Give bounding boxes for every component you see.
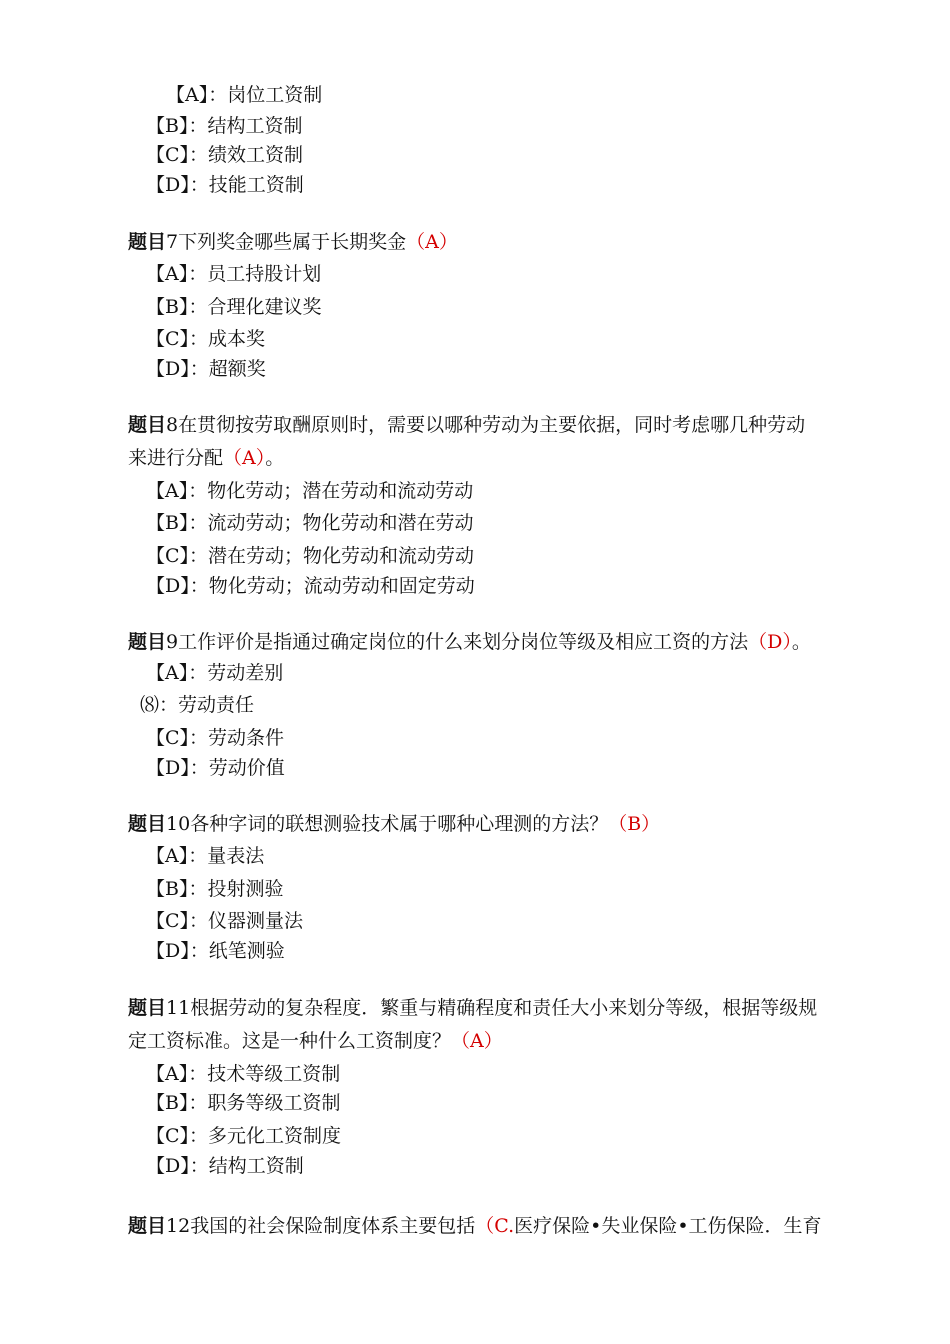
q9-option-a: 【A】：劳动差别 (146, 662, 284, 684)
q7-title (128, 230, 458, 254)
q11-number: 11 (166, 997, 191, 1019)
q9-number: 9 (166, 631, 179, 653)
q10-option-b: 【B】：投射测验 (146, 878, 284, 900)
q8-answer: （A） (223, 447, 266, 469)
q9-option-d: 【D】：劳动价值 (146, 757, 285, 779)
q7-prefix: 题目 (128, 231, 167, 253)
q9-option-c: 【C】：劳动条件 (146, 727, 285, 749)
q7-option-a: 【A】：员工持股计划 (146, 263, 322, 285)
q10-text: 各种字词的联想测验技术属于哪种心理测的方法？ (190, 813, 609, 835)
q7-option-b: 【B】：合理化建议奖 (146, 296, 322, 318)
q11-text-line2: 定工资标准。这是一种什么工资制度？ (128, 1030, 452, 1052)
q10-number: 10 (166, 813, 191, 835)
q6-option-b: 【B】：结构工资制 (146, 115, 303, 137)
q11-option-b: 【B】：职务等级工资制 (146, 1092, 341, 1114)
q8-text-line1: 在贯彻按劳取酬原则时，需要以哪种劳动为主要依据，同时考虑哪几种劳动 (178, 414, 806, 436)
q9-prefix: 题目 (128, 631, 167, 653)
q7-answer: （A） (406, 231, 458, 253)
q10-option-a: 【A】：量表法 (146, 845, 265, 867)
q9-answer: （D） (748, 631, 792, 653)
q12-prefix: 题目 (128, 1215, 167, 1237)
q8-suffix: 。 (265, 447, 285, 469)
q12-answer-text: 医疗保险•失业保险•工伤保险．生育 (514, 1215, 822, 1237)
q8-title-line2 (128, 446, 284, 470)
q8-option-c: 【C】：潜在劳动；物化劳动和流动劳动 (146, 545, 475, 567)
q11-title-line2 (128, 1029, 503, 1053)
q8-option-d: 【D】：物化劳动；流动劳动和固定劳动 (146, 575, 475, 597)
q9-text: 工作评价是指通过确定岗位的什么来划分岗位等级及相应工资的方法 (178, 631, 749, 653)
q10-option-d: 【D】：纸笔测验 (146, 940, 285, 962)
q10-answer: （B） (608, 813, 661, 835)
q11-title (128, 996, 817, 1020)
q9-option-b: ⑻：劳动责任 (140, 694, 255, 716)
q6-option-c: 【C】：绩效工资制 (146, 144, 304, 166)
q7-number: 7 (166, 231, 179, 253)
q8-title (128, 413, 805, 437)
q9-title (128, 630, 811, 654)
q9-suffix: 。 (791, 631, 811, 653)
q11-text-line1: 根据劳动的复杂程度．繁重与精确程度和责任大小来划分等级，根据等级规 (190, 997, 818, 1019)
q11-option-a: 【A】：技术等级工资制 (146, 1063, 341, 1085)
q11-answer: （A） (451, 1030, 503, 1052)
q7-text: 下列奖金哪些属于长期奖金 (178, 231, 407, 253)
q12-number: 12 (166, 1215, 191, 1237)
q8-option-a: 【A】：物化劳动；潜在劳动和流动劳动 (146, 480, 474, 502)
q8-prefix: 题目 (128, 414, 167, 436)
q8-option-b: 【B】：流动劳动；物化劳动和潜在劳动 (146, 512, 474, 534)
q12-answer: （C. (475, 1215, 515, 1237)
q6-option-a: 【A】：岗位工资制 (166, 84, 323, 106)
q11-option-d: 【D】：结构工资制 (146, 1155, 304, 1177)
q12-text: 我国的社会保险制度体系主要包括 (190, 1215, 476, 1237)
q10-option-c: 【C】：仪器测量法 (146, 910, 304, 932)
q10-prefix: 题目 (128, 813, 167, 835)
q7-option-c: 【C】：成本奖 (146, 328, 266, 350)
q6-option-d: 【D】：技能工资制 (146, 174, 304, 196)
q11-prefix: 题目 (128, 997, 167, 1019)
q10-title (128, 812, 660, 836)
q12-title (128, 1214, 822, 1238)
q8-text-line2: 来进行分配 (128, 447, 224, 469)
q7-option-d: 【D】：超额奖 (146, 358, 266, 380)
q8-number: 8 (166, 414, 179, 436)
q11-option-c: 【C】：多元化工资制度 (146, 1125, 342, 1147)
